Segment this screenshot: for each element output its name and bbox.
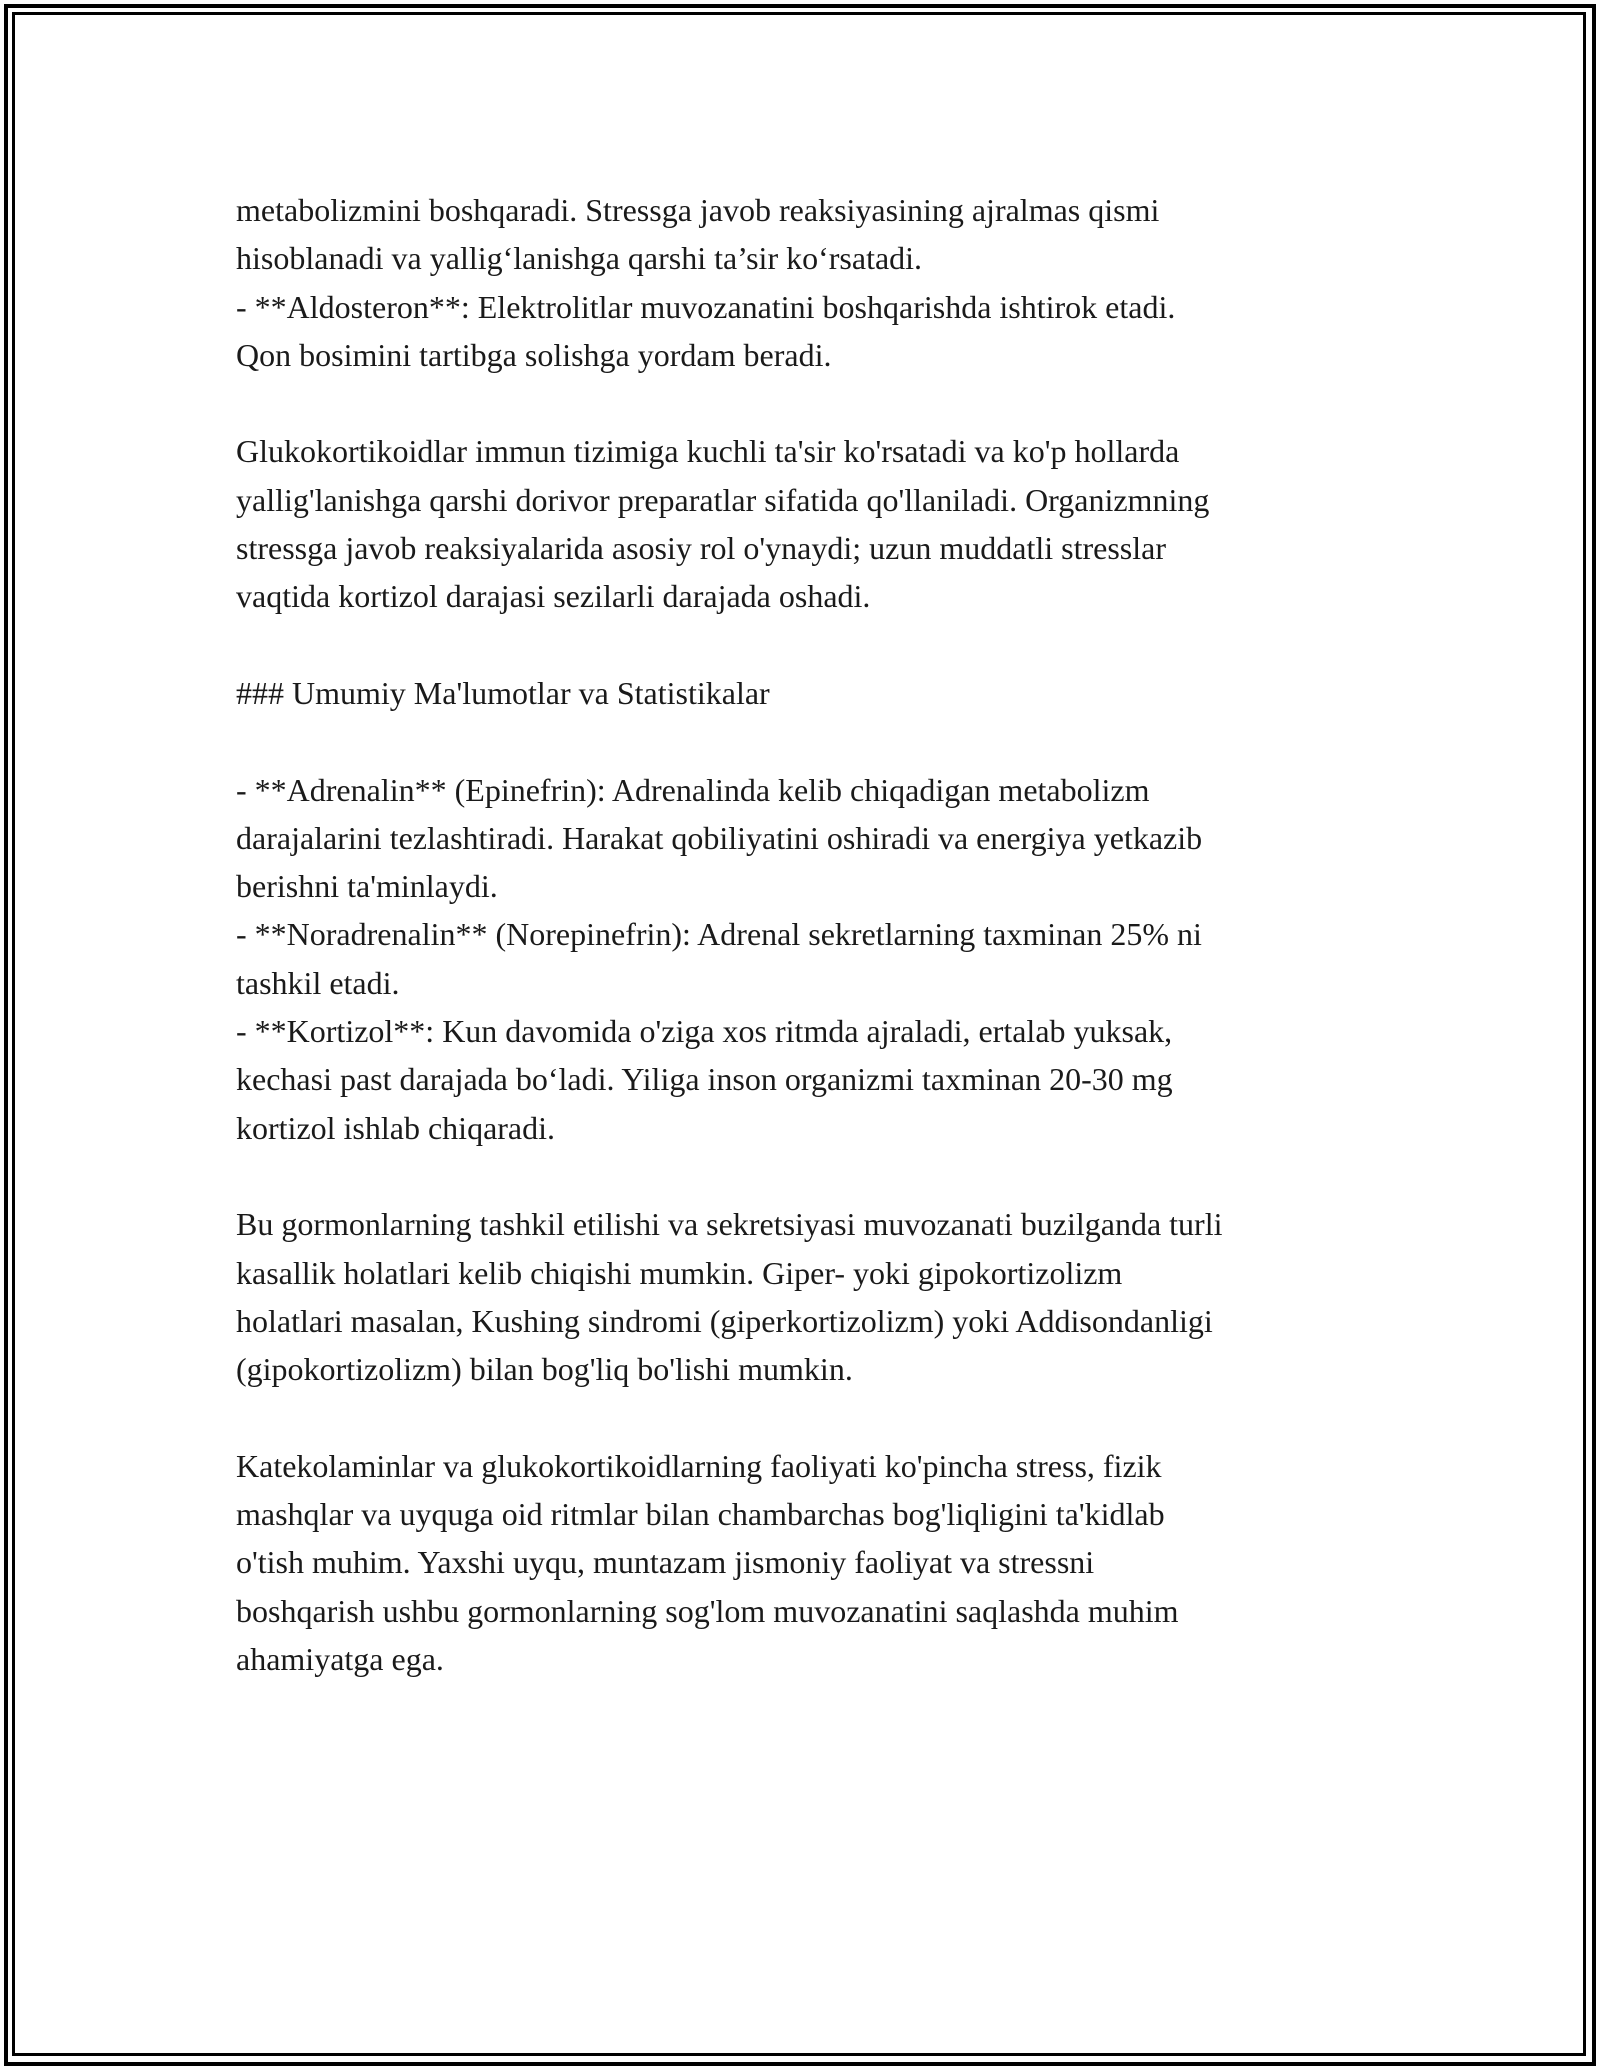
text-line: - **Adrenalin** (Epinefrin): Adrenalinda kelib chiqadigan metabolizm bbox=[236, 771, 1150, 808]
text-line: kasallik holatlari kelib chiqishi mumkin. Giper- yoki gipokortizolizm bbox=[236, 1254, 1123, 1291]
document-body bbox=[236, 186, 1376, 1683]
text-line: hisoblanadi va yallig‘lanishga qarshi ta’sir ko‘rsatadi. bbox=[236, 240, 923, 277]
text-line: tashkil etadi. bbox=[236, 964, 400, 1001]
text-line: yallig'lanishga qarshi dorivor preparatlar sifatida qo'llaniladi. Organizmning bbox=[236, 481, 1210, 518]
text-line: holatlari masalan, Kushing sindromi (giperkortizolizm) yoki Addisondanligi bbox=[236, 1302, 1213, 1339]
text-line: vaqtida kortizol darajasi sezilarli darajada oshadi. bbox=[236, 578, 871, 615]
text-line: Qon bosimini tartibga solishga yordam beradi. bbox=[236, 336, 832, 373]
text-line: Bu gormonlarning tashkil etilishi va sekretsiyasi muvozanati buzilganda turli bbox=[236, 1206, 1223, 1243]
text-line: kortizol ishlab chiqaradi. bbox=[236, 1109, 556, 1146]
text-line: mashqlar va uyquga oid ritmlar bilan chambarchas bog'liqligini ta'kidlab bbox=[236, 1496, 1165, 1533]
text-line: metabolizmini boshqaradi. Stressga javob reaksiyasining ajralmas qismi bbox=[236, 192, 1160, 228]
paragraph-gap bbox=[236, 1152, 1376, 1200]
paragraph-gap bbox=[236, 621, 1376, 669]
text-line: boshqarish ushbu gormonlarning sog'lom muvozanatini saqlashda muhim bbox=[236, 1592, 1179, 1629]
paragraph-1 bbox=[236, 186, 1376, 379]
text-line: kechasi past darajada bo‘ladi. Yiliga inson organizmi taxminan 20-30 mg bbox=[236, 1061, 1173, 1098]
text-line: o'tish muhim. Yaxshi uyqu, muntazam jismoniy faoliyat va stressni bbox=[236, 1544, 1095, 1581]
text-line: - **Aldosteron**: Elektrolitlar muvozanatini boshqarishda ishtirok etadi. bbox=[236, 288, 1176, 325]
text-line: stressga javob reaksiyalarida asosiy rol o'ynaydi; uzun muddatli stresslar bbox=[236, 530, 1166, 567]
text-line: Glukokortikoidlar immun tizimiga kuchli ta'sir ko'rsatadi va ko'p hollarda bbox=[236, 433, 1180, 470]
text-line: - **Kortizol**: Kun davomida o'ziga xos ritmda ajraladi, ertalab yuksak, bbox=[236, 1013, 1173, 1050]
heading-line: ### Umumiy Ma'lumotlar va Statistikalar bbox=[236, 674, 770, 711]
paragraph-4 bbox=[236, 1200, 1376, 1393]
text-line: - **Noradrenalin** (Norepinefrin): Adrenal sekretlarning taxminan 25% ni bbox=[236, 916, 1202, 953]
text-line: darajalarini tezlashtiradi. Harakat qobiliyatini oshiradi va energiya yetkazib bbox=[236, 819, 1203, 856]
text-line: berishni ta'minlaydi. bbox=[236, 868, 498, 905]
paragraph-2 bbox=[236, 427, 1376, 620]
paragraph-5 bbox=[236, 1442, 1376, 1683]
paragraph-gap bbox=[236, 379, 1376, 427]
text-line: ahamiyatga ega. bbox=[236, 1640, 444, 1677]
text-line: (gipokortizolizm) bilan bog'liq bo'lishi mumkin. bbox=[236, 1351, 853, 1388]
paragraph-gap bbox=[236, 717, 1376, 765]
paragraph-gap bbox=[236, 1393, 1376, 1441]
text-line: Katekolaminlar va glukokortikoidlarning faoliyati ko'pincha stress, fizik bbox=[236, 1447, 1162, 1484]
section-heading bbox=[236, 669, 1376, 717]
paragraph-3 bbox=[236, 766, 1376, 1152]
